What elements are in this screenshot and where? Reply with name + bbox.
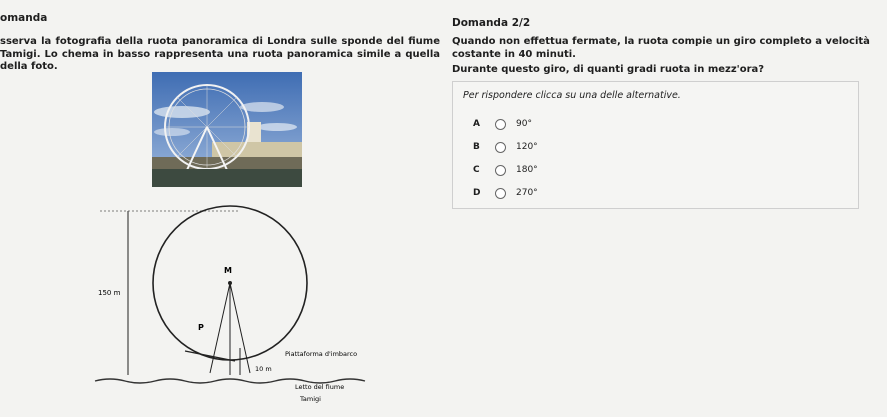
river-label-2: Tamigi: [300, 395, 321, 403]
radio-button[interactable]: [495, 165, 506, 176]
height-label: 150 m: [98, 289, 121, 297]
platform-label: Piattaforma d'imbarco: [285, 350, 358, 358]
answer-box: [452, 81, 859, 209]
option-d[interactable]: [473, 185, 538, 201]
river-label-1: Letto del fiume: [295, 383, 345, 391]
option-letter: A: [473, 119, 480, 129]
label-m: M: [224, 266, 232, 275]
option-b[interactable]: [473, 139, 538, 155]
option-c[interactable]: [473, 162, 538, 178]
label-p: P: [198, 323, 204, 332]
left-panel-title: omanda: [0, 12, 48, 24]
radio-button[interactable]: [495, 188, 506, 199]
option-letter: D: [473, 188, 481, 198]
problem-text: Quando non effettua fermate, la ruota compie un giro completo a velocità costante in 40 minuti.: [452, 36, 870, 60]
option-a[interactable]: [473, 116, 532, 132]
ferris-wheel-diagram: [90, 203, 390, 413]
option-label: 120°: [516, 142, 538, 152]
radio-button[interactable]: [495, 119, 506, 130]
instruction-text: Per rispondere clicca su una delle alternative.: [463, 90, 681, 101]
london-eye-photo: [152, 72, 302, 187]
option-label: 180°: [516, 165, 538, 175]
right-panel-title: Domanda 2/2: [452, 17, 531, 29]
option-letter: C: [473, 165, 480, 175]
option-label: 270°: [516, 188, 538, 198]
option-letter: B: [473, 142, 480, 152]
radio-button[interactable]: [495, 142, 506, 153]
ground-label: 10 m: [255, 365, 272, 373]
question-text: Durante questo giro, di quanti gradi ruota in mezz'ora?: [452, 64, 765, 75]
option-label: 90°: [516, 119, 532, 129]
left-panel-text: sserva la fotografia della ruota panoramica di Londra sulle sponde del fiume Tamigi. Lo chema in basso rappresenta una ruota panoramica simile a quella della foto.: [0, 36, 440, 72]
